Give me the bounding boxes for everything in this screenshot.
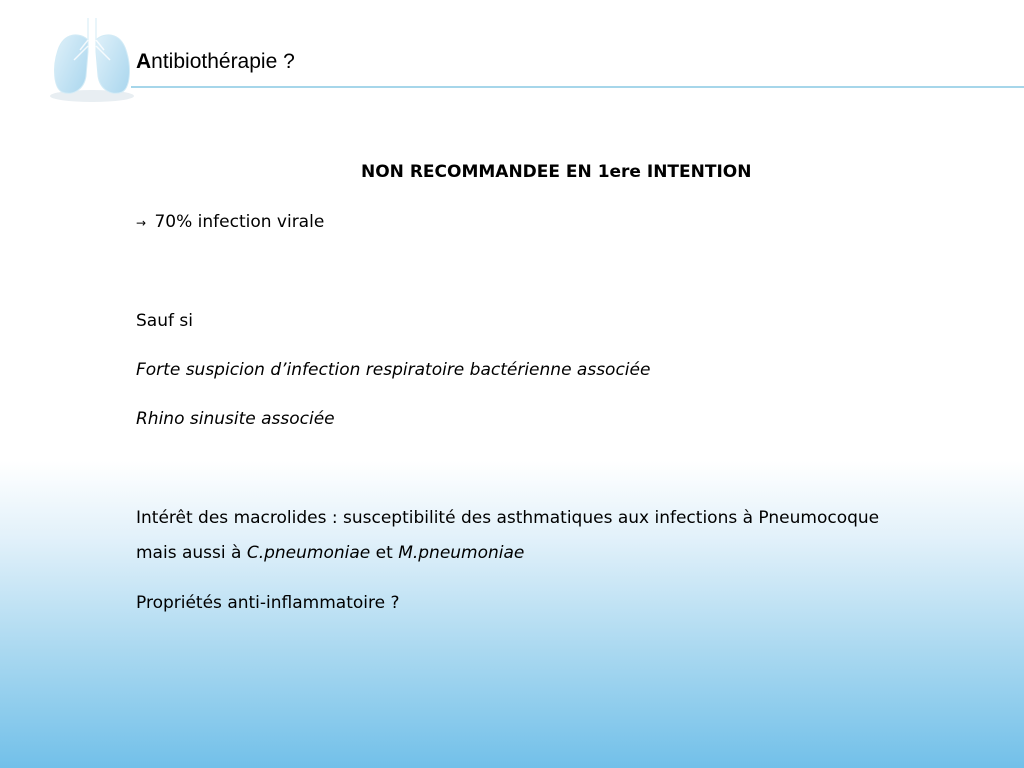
lungs-logo-icon (44, 10, 140, 106)
pathogen-m-pneumoniae: M.pneumoniae (398, 543, 525, 563)
exception-bacterial: Forte suspicion d’infection respiratoire bactérienne associée (136, 360, 651, 380)
viral-note-text: 70% infection virale (149, 212, 325, 232)
exception-intro: Sauf si (136, 311, 193, 331)
viral-note (136, 212, 324, 232)
arrow-right-icon: → (136, 216, 147, 230)
conjunction-text: et (370, 543, 399, 563)
slide-title-rest: ntibiothérapie ? (151, 50, 295, 73)
macrolides-line-2 (136, 543, 524, 563)
anti-inflammatory-note: Propriétés anti-inflammatoire ? (136, 593, 400, 613)
macrolides-line-1: Intérêt des macrolides : susceptibilité des asthmatiques aux infections à Pneumocoque (136, 508, 880, 528)
slide-title (136, 50, 295, 74)
exception-rhinosinusitis: Rhino sinusite associée (136, 409, 335, 429)
recommendation-heading: NON RECOMMANDEE EN 1ere INTENTION (361, 162, 752, 182)
macrolides-prefix: mais aussi à (136, 543, 247, 563)
title-divider (131, 86, 1024, 88)
slide-title-initial: A (136, 50, 152, 73)
pathogen-c-pneumoniae: C.pneumoniae (246, 543, 371, 563)
